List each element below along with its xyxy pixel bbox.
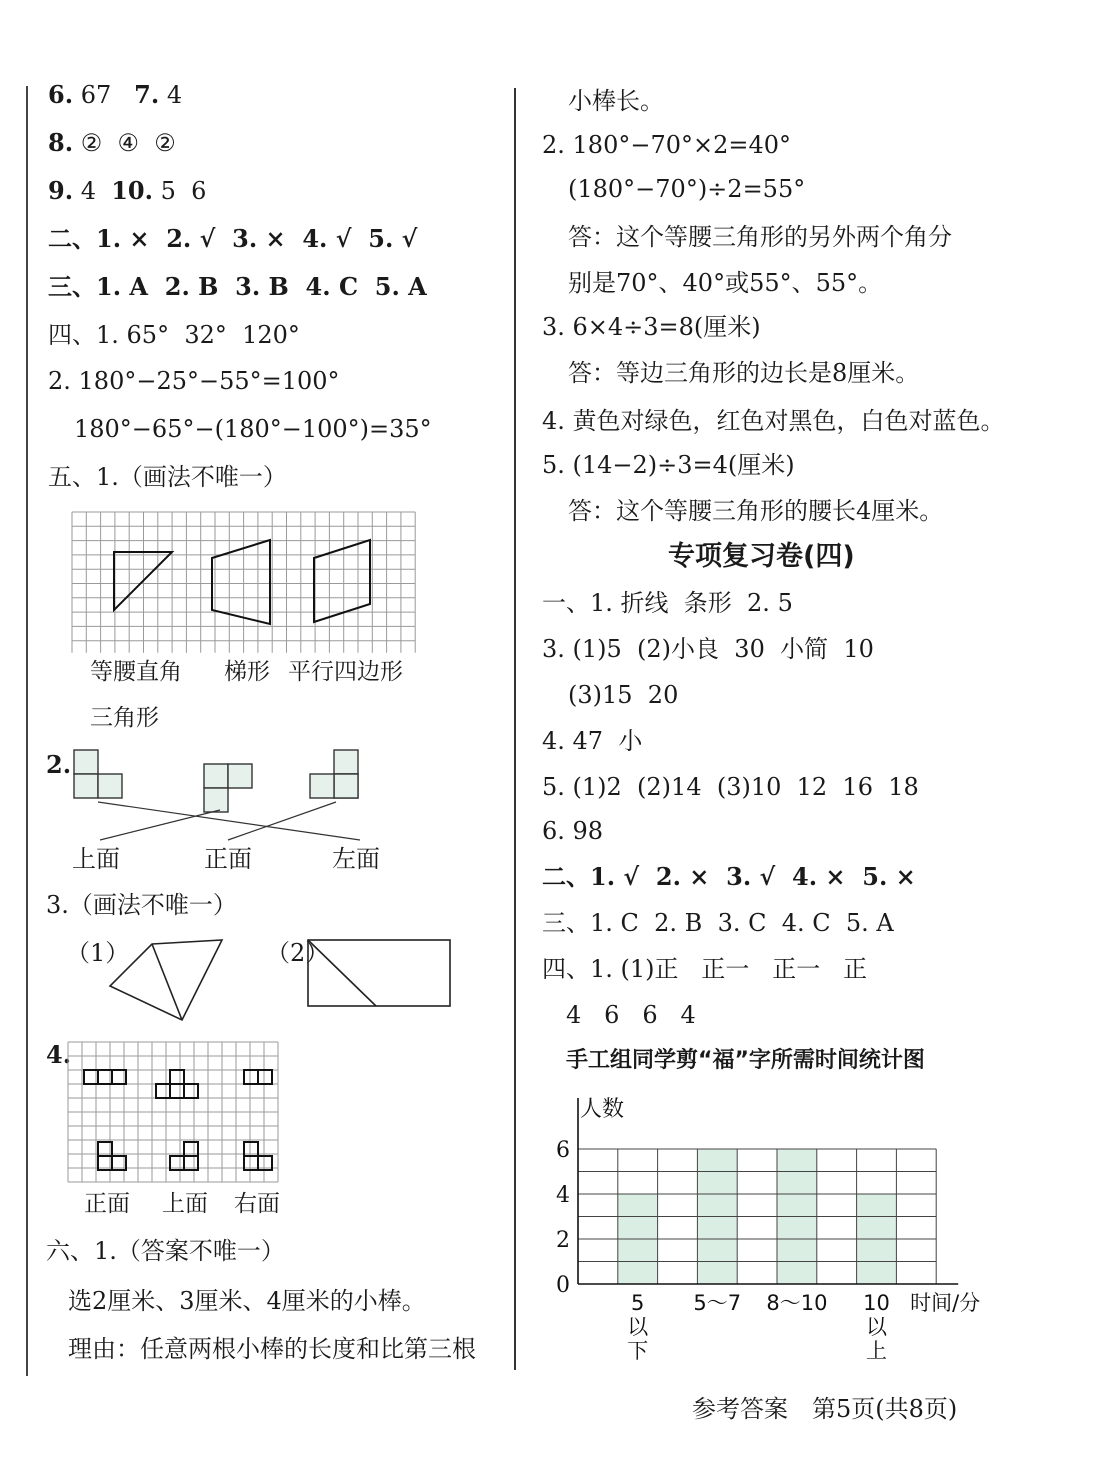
x-tick-label: 10: [863, 1291, 890, 1315]
shape-grid-figure: [72, 512, 416, 652]
x-tick-label: 下: [627, 1339, 649, 1363]
q3-figures: [106, 936, 456, 1026]
q3-line: 3.（画法不唯一）: [46, 891, 237, 919]
answer-line-9-10: 9. 4 10. 5 6: [48, 176, 207, 205]
q3-sub-2: （2）: [266, 939, 330, 967]
y-tick-label: 0: [556, 1273, 570, 1298]
view-label-front: 正面: [204, 845, 252, 873]
y-tick-label: 2: [556, 1228, 570, 1253]
q4-number: 4.: [46, 1040, 72, 1069]
answer-section-4-q2b: 180°−65°−(180°−100°)=35°: [74, 415, 432, 443]
parallelogram: [314, 540, 370, 622]
x-tick-label: 8～10: [766, 1291, 828, 1315]
q3-sub-1: （1）: [66, 939, 130, 967]
right-line-3: (180°−70°)÷2=55°: [568, 175, 806, 203]
view-label-top: 上面: [72, 845, 120, 873]
y-tick-label: 6: [556, 1138, 570, 1163]
grid-label-right: 右面: [234, 1191, 280, 1217]
shape-label-trapezoid: 梯形: [224, 659, 270, 685]
y-tick-label: 4: [556, 1183, 570, 1208]
right-line-6: 3. 6×4÷3=8(厘米): [542, 313, 761, 341]
answer-section-2: 二、1. × 2. √ 3. × 4. √ 5. √: [48, 224, 418, 253]
y-axis-label: 人数: [580, 1097, 625, 1122]
right-line-19: 四、1. (1)正 正一 正一 正: [542, 955, 868, 983]
x-axis-label: 时间/分: [910, 1291, 981, 1315]
answer-section-4-q2a: 2. 180°−25°−55°=100°: [48, 367, 340, 395]
right-line-8: 4. 黄色对绿色，红色对黑色，白色对蓝色。: [542, 407, 1005, 435]
split-rectangle: [308, 940, 450, 1006]
section-6-choice: 选2厘米、3厘米、4厘米的小棒。: [68, 1287, 426, 1315]
x-tick-label: 以: [866, 1315, 887, 1339]
section-heading: 专项复习卷(四): [668, 541, 855, 572]
grid-label-front: 正面: [84, 1191, 130, 1217]
answer-section-3: 三、1. A 2. B 3. B 4. C 5. A: [48, 272, 427, 301]
cube-view-grid: [68, 1042, 288, 1186]
column-divider: [514, 88, 516, 1370]
right-line-1: 小棒长。: [568, 87, 664, 115]
q2-number: 2.: [46, 750, 72, 779]
answer-section-4-q1: 四、1. 65° 32° 120°: [48, 321, 300, 349]
right-line-11: 一、1. 折线 条形 2. 5: [542, 589, 793, 617]
right-line-15: 5. (1)2 (2)14 (3)10 12 16 18: [542, 773, 919, 801]
right-line-9: 5. (14−2)÷3=4(厘米): [542, 451, 795, 479]
right-line-5: 别是70°、40°或55°、55°。: [568, 269, 883, 297]
x-tick-label: 以: [627, 1315, 649, 1339]
shape-label-parallelogram: 平行四边形: [288, 659, 403, 685]
right-line-13: (3)15 20: [568, 681, 679, 709]
grid-label-top: 上面: [162, 1191, 208, 1217]
chart-title: 手工组同学剪“福”字所需时间统计图: [566, 1048, 925, 1073]
shape-label-triangle: 三角形: [90, 705, 159, 731]
shape-label-isosceles: 等腰直角: [90, 659, 182, 685]
x-tick-label: 5～7: [693, 1291, 742, 1315]
right-line-4: 答：这个等腰三角形的另外两个角分: [568, 223, 952, 251]
view-matching-figure: [70, 748, 390, 848]
right-line-16: 6. 98: [542, 817, 604, 845]
answer-line-6-7: 6. 67 7. 4: [48, 80, 183, 109]
right-line-12: 3. (1)5 (2)小良 30 小简 10: [542, 635, 874, 663]
right-line-10: 答：这个等腰三角形的腰长4厘米。: [568, 497, 944, 525]
bar-chart: [550, 1090, 990, 1380]
trapezoid: [212, 540, 270, 624]
view-label-left: 左面: [332, 845, 380, 873]
x-tick-label: 5: [631, 1291, 645, 1315]
right-line-7: 答：等边三角形的边长是8厘米。: [568, 359, 920, 387]
left-margin-line: [26, 86, 28, 1376]
right-line-20: 4 6 6 4: [566, 1001, 696, 1029]
section-6-q1: 六、1.（答案不唯一）: [46, 1237, 285, 1265]
right-line-17: 二、1. √ 2. × 3. √ 4. × 5. ×: [542, 862, 916, 891]
answer-section-5-q1: 五、1.（画法不唯一）: [48, 463, 287, 491]
right-line-14: 4. 47 小: [542, 727, 643, 755]
x-tick-label: 上: [866, 1339, 887, 1363]
section-6-reason: 理由：任意两根小棒的长度和比第三根: [68, 1335, 476, 1363]
right-line-2: 2. 180°−70°×2=40°: [542, 131, 792, 159]
answer-line-8: 8. ② ④ ②: [48, 128, 176, 157]
page-footer: 参考答案 第5页(共8页): [692, 1395, 958, 1423]
right-line-18: 三、1. C 2. B 3. C 4. C 5. A: [542, 909, 894, 937]
